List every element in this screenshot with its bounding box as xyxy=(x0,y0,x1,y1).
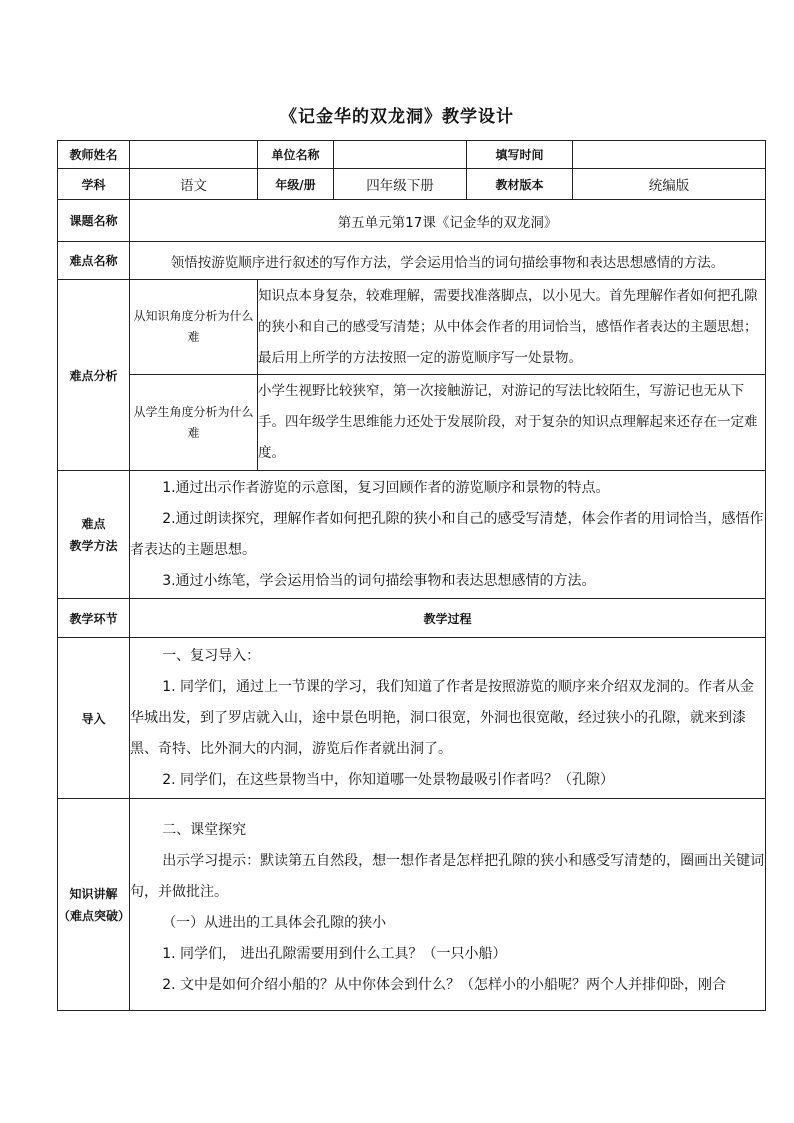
methods-item-2: 2.通过朗读探究，理解作者如何把孔隙的狭小和自己的感受写清楚，体会作者的用词恰当，感悟作者表达的主题思想。 xyxy=(130,510,764,558)
knowledge-item-2: 2. 文中是如何介绍小船的？从中你体会到什么？（怎样小的小船呢？两个人并排仰卧，刚合 xyxy=(162,977,726,993)
knowledge-label-line1: 知识讲解 xyxy=(69,886,118,901)
subject-value: 语文 xyxy=(130,169,258,200)
lesson-plan-table xyxy=(57,140,766,1011)
methods-label-line2: 教学方法 xyxy=(69,538,118,553)
subject-label: 学科 xyxy=(58,169,130,200)
intro-label: 导入 xyxy=(58,638,130,799)
methods-item-3: 3.通过小练笔，学会运用恰当的词句描绘事物和表达思想感情的方法。 xyxy=(162,572,596,589)
analysis-label: 难点分析 xyxy=(58,280,130,471)
knowledge-label-line2: （难点突破） xyxy=(58,908,131,923)
methods-item-1: 1.通过出示作者游览的示意图，复习回顾作者的游览顺序和景物的特点。 xyxy=(162,479,610,496)
edition-value: 统编版 xyxy=(573,169,766,200)
knowledge-angle-paragraph: 知识点本身复杂，较难理解，需要找准落脚点，以小见大。首先理解作者如何把孔隙的狭小和自己的感受写清楚；从中体会作者的用词恰当，感悟作者表达的主题思想；最后用上所学的方法按照一定的游览顺序写一处景物。 xyxy=(258,287,758,366)
knowledge-angle-text xyxy=(258,280,766,375)
knowledge-item-1: 1. 同学们， 进出孔隙需要用到什么工具？（一只小船） xyxy=(162,946,507,962)
student-angle-text xyxy=(258,375,766,471)
grade-label: 年级/册 xyxy=(258,169,334,200)
knowledge-prompt: 出示学习提示：默读第五自然段，想一想作者是怎样把孔隙的狭小和感受写清楚的，圈画出关键词句，并做批注。 xyxy=(130,853,765,900)
methods-content xyxy=(130,471,766,599)
difficulty-value: 领悟按游览顺序进行叙述的写作方法，学会运用恰当的词句描绘事物和表达思想感情的方法。 xyxy=(130,242,766,280)
fill-time-label: 填写时间 xyxy=(467,141,573,169)
topic-label: 课题名称 xyxy=(58,200,130,242)
methods-label-line1: 难点 xyxy=(81,516,106,531)
student-angle-label: 从学生角度分析为什么难 xyxy=(130,375,258,471)
process-header-row xyxy=(58,599,766,638)
teacher-name-value[interactable] xyxy=(130,141,258,169)
student-angle-paragraph: 小学生视野比较狭窄，第一次接触游记，对游记的写法比较陌生，写游记也无从下手。四年级学生思维能力还处于发展阶段，对于复杂的知识点理解起来还存在一定难度。 xyxy=(258,383,758,461)
edition-label: 教材版本 xyxy=(467,169,573,200)
unit-name-label: 单位名称 xyxy=(258,141,334,169)
teacher-name-label: 教师姓名 xyxy=(58,141,130,169)
stage-header-label: 教学环节 xyxy=(58,599,130,638)
knowledge-label xyxy=(58,799,130,1011)
knowledge-heading: 二、课堂探究 xyxy=(162,822,247,838)
intro-item-2: 2. 同学们，在这些景物当中，你知道哪一处景物最吸引作者吗？（孔隙） xyxy=(162,771,614,788)
intro-content xyxy=(130,638,766,799)
unit-name-value[interactable] xyxy=(334,141,467,169)
process-header-label: 教学过程 xyxy=(130,599,766,638)
difficulty-label: 难点名称 xyxy=(58,242,130,280)
info-row-2 xyxy=(58,169,766,200)
methods-row xyxy=(58,471,766,599)
knowledge-content xyxy=(130,799,766,1011)
methods-label xyxy=(58,471,130,599)
fill-time-value[interactable] xyxy=(573,141,766,169)
intro-heading: 一、复习导入： xyxy=(162,647,261,664)
document-title: 《记金华的双龙洞》教学设计 xyxy=(280,107,514,127)
analysis-row-knowledge xyxy=(58,280,766,375)
info-row-1 xyxy=(58,141,766,169)
analysis-row-student xyxy=(58,375,766,471)
knowledge-subheading: （一）从进出的工具体会孔隙的狭小 xyxy=(162,915,387,931)
difficulty-row xyxy=(58,242,766,280)
topic-value: 第五单元第17课《记金华的双龙洞》 xyxy=(130,200,766,242)
knowledge-row xyxy=(58,799,766,1011)
grade-value: 四年级下册 xyxy=(334,169,467,200)
intro-item-1: 1. 同学们，通过上一节课的学习，我们知道了作者是按照游览的顺序来介绍双龙洞的。作者从金华城出发，到了罗店就入山，途中景色明艳，洞口很宽，外洞也很宽敞，经过狭小的孔隙，就来到漆黑、奇特、比外洞大的内洞，游览后作者就出洞了。 xyxy=(130,678,754,757)
topic-row xyxy=(58,200,766,242)
knowledge-angle-label: 从知识角度分析为什么难 xyxy=(130,280,258,375)
intro-row xyxy=(58,638,766,799)
